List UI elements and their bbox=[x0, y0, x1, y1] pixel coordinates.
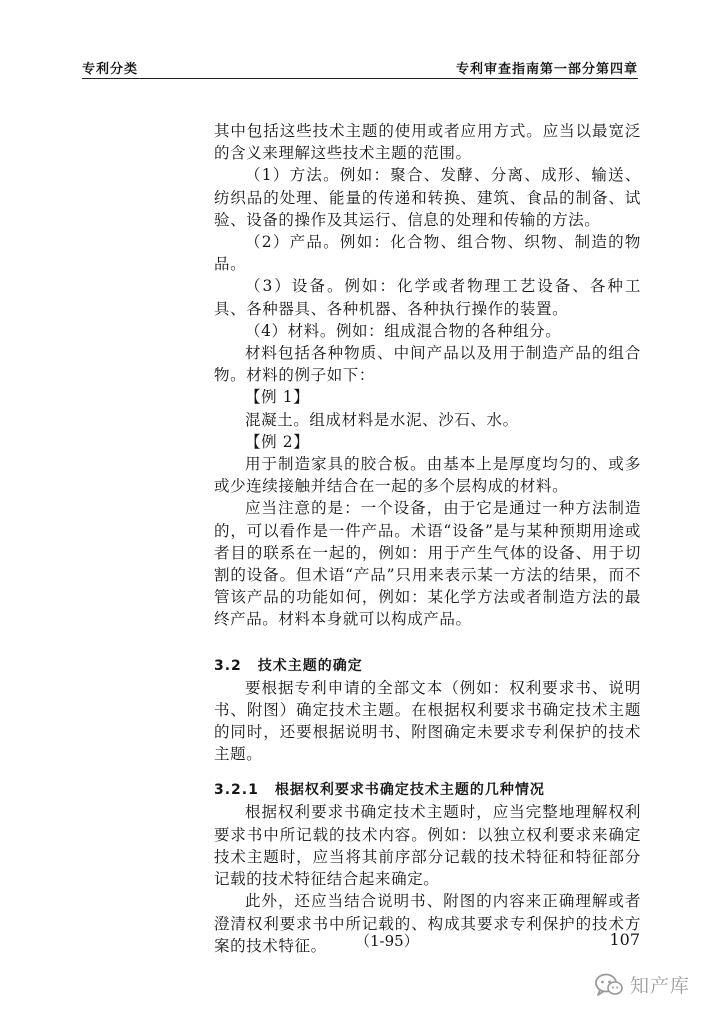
paragraph: 材料包括各种物质、中间产品以及用于制造产品的组合物。材料的例子如下： bbox=[214, 344, 641, 385]
list-item-material: （4）材料。例如：组成混合物的各种组分。 bbox=[245, 321, 562, 340]
section-number: 3.2 bbox=[214, 657, 242, 674]
list-item-product: （2）产品。例如：化合物、组合物、织物、制造的物品。 bbox=[214, 233, 641, 274]
subsection-heading bbox=[214, 779, 641, 801]
page-body bbox=[214, 120, 641, 957]
subsection-title: 根据权利要求书确定技术主题的几种情况 bbox=[274, 782, 545, 799]
example-text: 用于制造家具的胶合板。由基本上是厚度均匀的、或多或少连续接触并结合在一起的多个层构成的材料。 bbox=[214, 455, 641, 496]
running-header bbox=[82, 56, 638, 79]
subsection-number: 3.2.1 bbox=[214, 782, 259, 799]
paragraph: 此外，还应当结合说明书、附图的内容来正确理解或者澄清权利要求书中所记载的、构成其要求专利保护的技术方案的技术特征。 bbox=[214, 892, 641, 955]
example-label: 【例 1】 bbox=[245, 388, 310, 407]
paragraph: 应当注意的是：一个设备，由于它是通过一种方法制造的，可以看作是一件产品。术语“设备”是与某种预期用途或者目的联系在一起的，例如：用于产生气体的设备、用于切割的设备。但术语“产品”只用来表示某一方法的结果，而不管该产品的功能如何，例如：某化学方法或者制造方法的最终产品。材料本身就可以构成产品。 bbox=[214, 499, 641, 629]
watermark-text: 知产库 bbox=[629, 975, 690, 997]
list-item-method: （1）方法。例如：聚合、发酵、分离、成形、输送、纺织品的处理、能量的传递和转换、建筑、食品的制备、试验、设备的操作及其运行、信息的处理和传输的方法。 bbox=[214, 166, 641, 229]
wechat-icon bbox=[594, 972, 624, 998]
header-right-title: 专利审查指南第一部分第四章 bbox=[455, 62, 638, 77]
paragraph: 根据权利要求书确定技术主题时，应当完整地理解权利要求书中所记载的技术内容。例如：以独立权利要求来确定技术主题时，应当将其前序部分记载的技术特征和特征部分记载的技术特征结合起来确定。 bbox=[214, 803, 641, 889]
example-label: 【例 2】 bbox=[245, 432, 310, 451]
watermark bbox=[594, 971, 690, 998]
paragraph: 要根据专利申请的全部文本（例如：权利要求书、说明书、附图）确定技术主题。在根据权利要求书确定技术主题的同时，还要根据说明书、附图确定未要求专利保护的技术主题。 bbox=[214, 678, 641, 764]
page-number: 107 bbox=[609, 930, 640, 949]
page-reference: （1-95） bbox=[355, 932, 419, 950]
header-left-title: 专利分类 bbox=[82, 62, 139, 77]
section-heading bbox=[214, 655, 641, 677]
example-text: 混凝土。组成材料是水泥、沙石、水。 bbox=[245, 410, 519, 429]
section-title: 技术主题的确定 bbox=[257, 657, 363, 674]
list-item-device: （3）设备。例如：化学或者物理工艺设备、各种工具、各种器具、各种机器、各种执行操作的装置。 bbox=[214, 277, 641, 318]
paragraph: 其中包括这些技术主题的使用或者应用方式。应当以最宽泛的含义来理解这些技术主题的范围。 bbox=[214, 122, 641, 163]
